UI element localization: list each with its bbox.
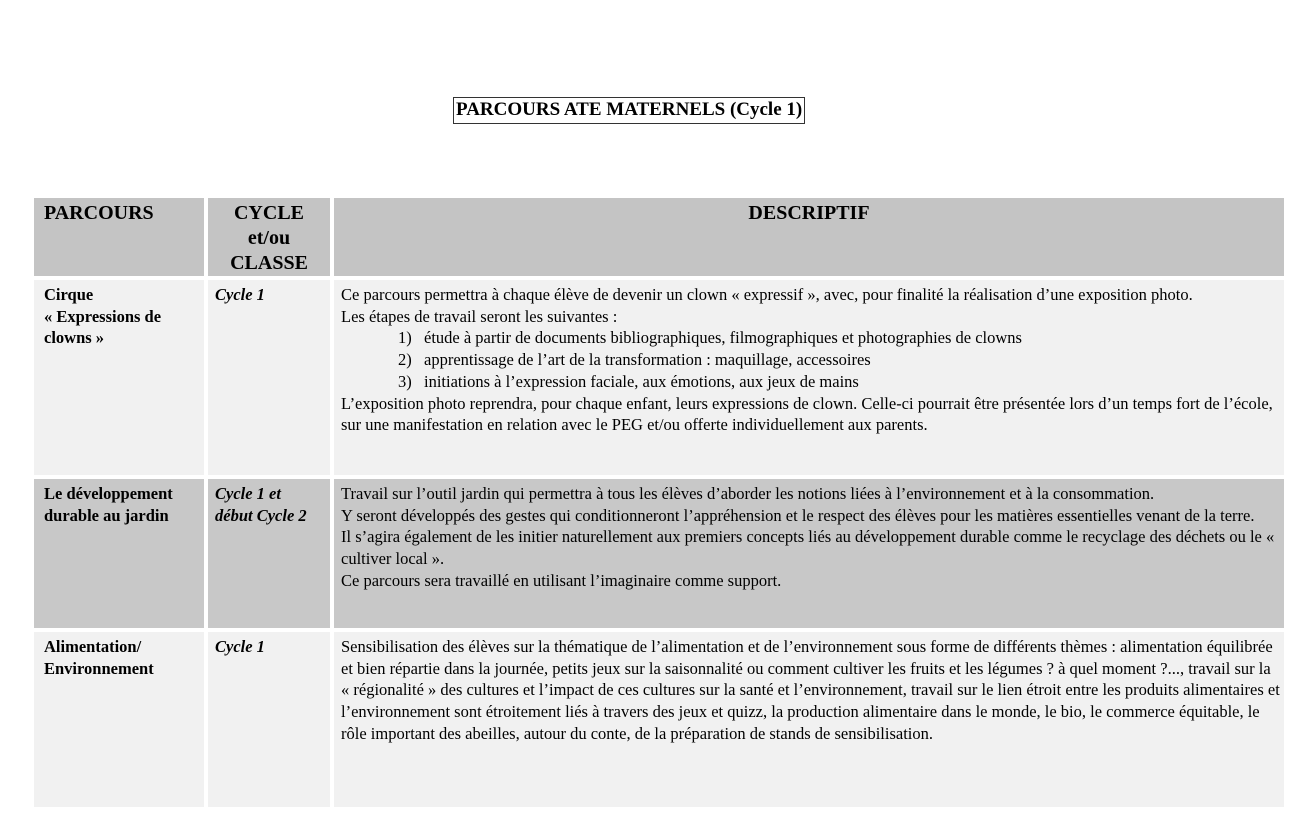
parcours-line: Le développement [44,484,173,503]
header-cycle [208,198,330,276]
step-text: initiations à l’expression faciale, aux émotions, aux jeux de mains [424,371,859,391]
step-number: 1) [398,328,412,348]
step-number: 3) [398,371,412,391]
descriptif-cell [334,280,1284,475]
list-item [341,371,1280,393]
descriptif-paragraph: Il s’agira également de les initier naturellement aux premiers concepts liés au développement durable comme le recyclage des déchets ou le « cultiver local ». [341,527,1275,569]
header-cycle-line: CLASSE [230,252,308,274]
descriptif-cell [334,479,1284,628]
parcours-line: Environnement [44,658,154,678]
descriptif-cell [334,632,1284,807]
header-descriptif: DESCRIPTIF [334,198,1284,276]
header-cycle-line: CYCLE [233,202,304,224]
descriptif-paragraph: Les étapes de travail seront les suivantes : [341,306,618,326]
parcours-table [34,198,1284,811]
cycle-line: début Cycle 2 [215,505,307,525]
table-header-row [34,198,1284,276]
parcours-cell [34,479,204,628]
parcours-cell [34,632,204,807]
document-title: PARCOURS ATE MATERNELS (Cycle 1) [453,97,805,124]
step-number: 2) [398,350,412,370]
table-row [34,479,1284,628]
list-item [341,327,1280,349]
table-row [34,632,1284,807]
parcours-line: Cirque [44,285,94,304]
cycle-line: Cycle 1 [215,285,265,304]
descriptif-paragraph: Ce parcours permettra à chaque élève de devenir un clown « expressif », avec, pour finalité la réalisation d’une exposition photo. [341,285,1193,304]
header-cycle-line: et/ou [247,227,291,249]
steps-list [341,327,1280,392]
parcours-cell [34,280,204,475]
parcours-line: Alimentation/ [44,637,142,656]
cycle-line: Cycle 1 et [215,484,281,503]
list-item [341,349,1280,371]
step-text: étude à partir de documents bibliographiques, filmographiques et photographies de clowns [424,328,1022,348]
descriptif-paragraph: Y seront développés des gestes qui conditionneront l’appréhension et le respect des élèves pour les matières essentielles venant de la terre. [341,505,1255,525]
parcours-line: durable au jardin [44,505,169,525]
descriptif-paragraph: Sensibilisation des élèves sur la thématique de l’alimentation et de l’environnement sous forme de différents thèmes : alimentation équilibrée et bien répartie dans la journée, petits jeux sur la saisonnalité ou comment cultiver les fruits et les légumes ? à quel moment ?..., travail sur la « régionalité » des cultures et l’impact de ces cultures sur la santé et l’environnement, travail sur le lien étroit entre les produits alimentaires et l’environnement sont étroitement liés à travers des jeux et quizz, la production alimentaire dans le monde, le bio, le commerce équitable, le rôle important des abeilles, autour du conte, de la préparation de stands de sensibilisation. [341,637,1280,743]
cycle-cell [208,632,330,807]
header-parcours: PARCOURS [34,198,204,276]
step-text: apprentissage de l’art de la transformation : maquillage, accessoires [424,350,871,370]
parcours-line: « Expressions de [44,306,162,326]
descriptif-paragraph: Ce parcours sera travaillé en utilisant l’imaginaire comme support. [341,570,782,590]
cycle-line: Cycle 1 [215,637,265,656]
parcours-line: clowns » [44,328,105,347]
table-row [34,280,1284,475]
cycle-cell [208,479,330,628]
descriptif-paragraph: Travail sur l’outil jardin qui permettra à tous les élèves d’aborder les notions liées à l’environnement et à la consommation. [341,484,1155,503]
cycle-cell [208,280,330,475]
descriptif-paragraph: L’exposition photo reprendra, pour chaque enfant, leurs expressions de clown. Celle-ci pourrait être présentée lors d’un temps fort de l’école, sur une manifestation en relation avec le PEG et/ou offerte individuellement aux parents. [341,393,1273,435]
